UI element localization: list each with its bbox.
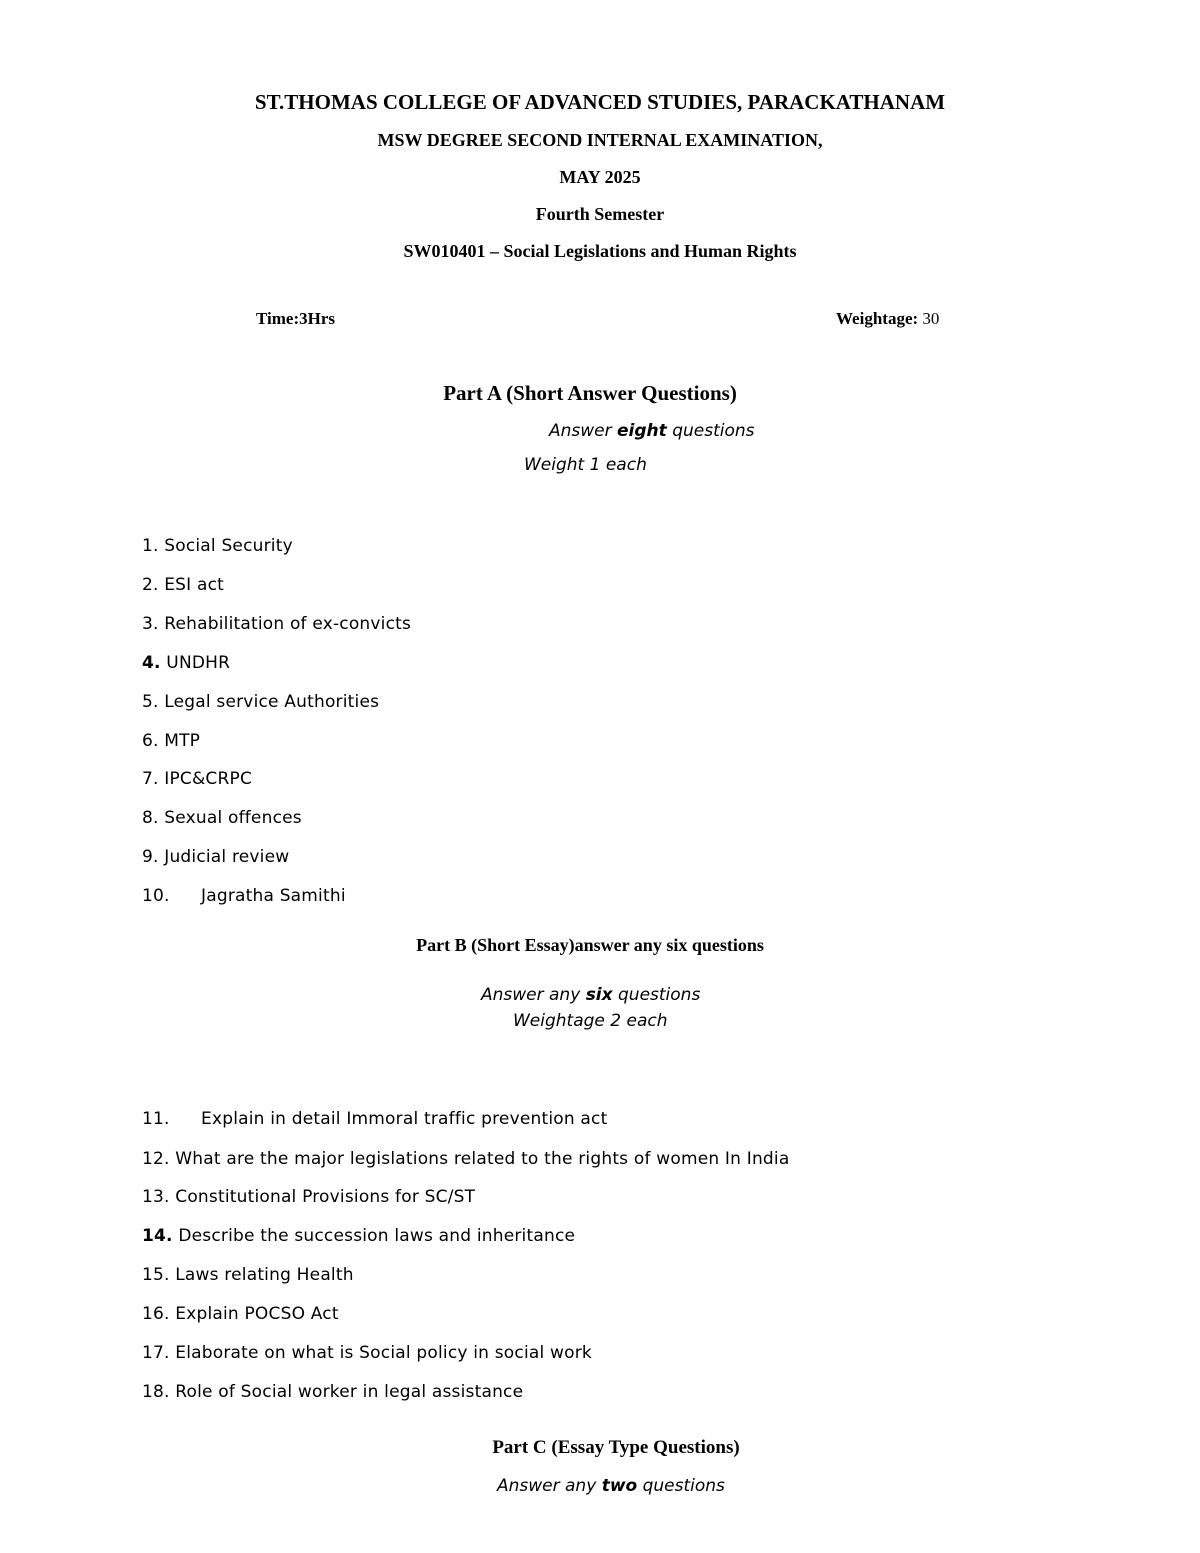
semester: Fourth Semester — [535, 204, 665, 224]
part-c-instruction: Answer any two questions — [497, 1476, 725, 1496]
question-14: 14. Describe the succession laws and inheritance — [142, 1226, 576, 1246]
weightage-value: 30 — [922, 309, 940, 328]
part-b-instruction: Answer any six questions — [481, 985, 701, 1005]
exam-title: MSW DEGREE SECOND INTERNAL EXAMINATION, — [377, 130, 823, 150]
time-info — [256, 309, 335, 329]
part-a-weight: Weight 1 each — [524, 455, 647, 475]
question-6: 6. MTP — [142, 731, 201, 751]
question-10: 10. Jagratha Samithi — [142, 886, 346, 906]
question-4: 4. UNDHR — [142, 653, 231, 673]
question-13: 13. Constitutional Provisions for SC/ST — [142, 1187, 476, 1207]
part-b-weight: Weightage 2 each — [513, 1011, 668, 1031]
question-18: 18. Role of Social worker in legal assistance — [142, 1382, 524, 1402]
part-c-title: Part C (Essay Type Questions) — [492, 1437, 740, 1458]
question-16: 16. Explain POCSO Act — [142, 1304, 339, 1324]
question-12: 12. What are the major legislations related to the rights of women In India — [142, 1149, 790, 1169]
question-8: 8. Sexual offences — [142, 808, 302, 828]
question-1: 1. Social Security — [142, 536, 293, 556]
question-15: 15. Laws relating Health — [142, 1265, 354, 1285]
question-7: 7. IPC&CRPC — [142, 769, 253, 789]
exam-date: MAY 2025 — [559, 167, 641, 187]
weightage-info — [836, 309, 939, 329]
weightage-label: Weightage: — [836, 309, 919, 328]
part-a-instruction: Answer eight questions — [549, 421, 755, 441]
question-11: 11. Explain in detail Immoral traffic prevention act — [142, 1109, 608, 1129]
time-value: 3Hrs — [299, 309, 336, 328]
part-a-title: Part A (Short Answer Questions) — [443, 381, 737, 405]
time-label: Time: — [256, 309, 300, 328]
question-5: 5. Legal service Authorities — [142, 692, 380, 712]
question-2: 2. ESI act — [142, 575, 225, 595]
part-b-title: Part B (Short Essay)answer any six questions — [416, 935, 764, 955]
question-3: 3. Rehabilitation of ex-convicts — [142, 614, 412, 634]
question-9: 9. Judicial review — [142, 847, 290, 867]
college-name: ST.THOMAS COLLEGE OF ADVANCED STUDIES, PARACKATHANAM — [254, 90, 946, 114]
course-title: SW010401 – Social Legislations and Human Rights — [403, 241, 797, 261]
question-17: 17. Elaborate on what is Social policy in social work — [142, 1343, 592, 1363]
